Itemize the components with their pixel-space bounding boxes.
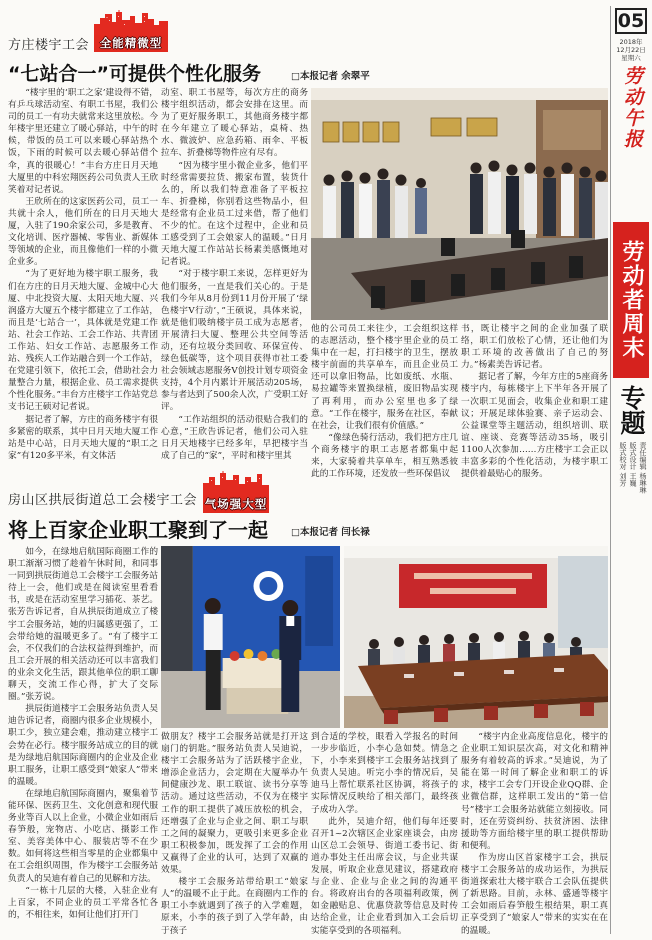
article1-column-2 [161, 87, 308, 483]
paragraph: “对于楼宇职工来说，怎样更好为他们服务，一直是我们关心的。于是我们今年从8月份到11月份开展了‘绿色楼宇V行动’，”王硕说，具体来说，就是他们吸纳楼宇员工成为志愿者，开展清扫大厦、整理公共空间等活动，还有垃圾分类回收、环保宣传、绿色低碳等，这个项目获得市社工委社会领域志愿服务V创投计划专项资金支持，4个月内累计开展活动205场，参与者达到了500余人次，广受职工好评。 [161, 269, 308, 413]
article2-byline: □本报记者 闫长禄 [291, 527, 370, 538]
article1-column-1 [8, 87, 158, 483]
article2-column-1 [8, 546, 158, 938]
paragraph: 在绿地启航国际商圈内，聚集着节能环保、医药卫生、文化创意和现代服务业等百人以上企业，小微企业如雨后春笋般，宠物店、小吃店、摄影工作室、美容美体中心、服装店等不在少数。如何将这些相当零星的企业都集中在工会组织周围，作为楼宇工会服务站负责人的吴迪有着自己的见解和方法。 [8, 788, 158, 884]
red-banner [399, 564, 547, 608]
paragraph: 据记者了解，今年方庄的5座商务楼宇内，每栋楼宇上下半年各开展了一次职工见面会，收集企业和职工建议；开展足球体验赛、亲子运动会、公益课堂等主题活动，组织培训、联谊、座谈、竞赛等活动35场，吸引1100人次参加……方庄楼宇工会正以丰富多彩的个性化活动，为楼宇职工提供着最贴心的服务。 [461, 372, 608, 480]
article1-column-3 [311, 323, 458, 483]
window [558, 556, 608, 648]
paragraph: 据记者了解，方庄的商务楼宇有很多紧密的联系，其中日月天地大厦工作站是中心站，日月天地大厦的“职工之家”有120多平米，有文体活 [8, 414, 158, 461]
topic-label: 专题 [617, 385, 646, 435]
article1-badge [94, 10, 168, 52]
woman-right [279, 600, 301, 712]
article1-column-4 [461, 323, 608, 483]
paragraph: 书，既让楼宇之间的企业加强了联络，职工们放松了心情，还让他们为职工环境的改善做出了自己的努力。”杨素美告诉记者。 [461, 324, 608, 371]
paragraph: “楼宇内企业高度信息化，楼宇的企业职工知识层次高，对文化和精神服务有着较高的诉求。”吴迪说，为了能在第一时间了解企业和职工的诉求，楼宇工会专门开设企业QQ群、企业微信群，这样职工发出的“第一信号”楼宇工会服务站就能立刻接收。同时，还在劳资纠纷、扶贫济困、法律援助等方面给楼宇里的职工提供帮助和便利。 [461, 732, 608, 851]
paragraph: “像绿色骑行活动，我们把方庄几个商务楼宇的职工志愿者都集中起来，大家骑着共享单车，相互熟悉彼此的工作环境，还发放一些环保倡议 [311, 432, 458, 480]
paragraph: “一栋十几层的大楼，入驻企业有上百家，不同企业的员工平常各忙各的，不相往来，如何让他们打开门 [8, 885, 158, 920]
conference-photo [344, 546, 608, 728]
article2-badge [203, 471, 269, 513]
meeting-room-photo [311, 88, 608, 320]
editor-credits [618, 442, 648, 532]
date-day: 12月22日 [616, 46, 646, 54]
article2-kicker: 房山区拱辰街道总工会楼宇工会 [8, 493, 198, 508]
article1-byline: □本报记者 余翠平 [291, 71, 370, 82]
paragraph: 他的公司员工来往少，工会组织这样的志愿活动，整个楼宇里企业的员工集中在一起，打扫楼宇的卫生，摆放楼宇前面的共享单车，而且企业员工还可以拿旧物品，比如废纸、水瓶、易拉罐等来置换绿植，废旧物品实现了再利用，而办公室里也多了绿意。“工作在楼宇，服务在社区，奉献在社会，让我们很有价值感。” [311, 324, 458, 431]
credit-proofread: 版式校对 刘芳 [619, 442, 627, 487]
paragraph: 做朋友？楼宇工会服务站就是打开这扇门的钥匙。”服务站负责人吴迪说，楼宇工会服务站为了活跃楼宇企业，增添企业活力，会定期在大厦举办午间健康沙龙、职工联谊、读书分享等活动。通过这些活动，不仅为在楼宇工作的职工提供了减压放松的机会，还增强了企业与企业之间、职工与职工之间的凝聚力，更吸引来更多企业职工积极参加，既发挥了工会的作用又赢得了企业的认可，达到了双赢的效果。 [161, 732, 308, 876]
article1-kicker: 方庄楼宇工会 [8, 38, 90, 53]
sidebar-divider [610, 6, 611, 934]
article2-column-3 [311, 731, 458, 938]
article2-column-4 [461, 731, 608, 938]
paragraph: “因为楼宇里小微企业多，他们平时经常需要拉货、搬家布置，装货什么的，所以我们特意准备了平板拉车、折叠梯，你别看这些物品小，但是经常有企业员工过来借，帮了他们不少的忙。在这个过程中，企业和员工感受到了工会娘家人的温暖。”日月天地大厦工作站站长杨素美感慨地对记者说。 [161, 160, 308, 268]
paragraph: 到合适的学校，眼看入学报名的时间一步步临近，小李心急如焚。情急之下，小李来到楼宇工会服务站找到了负责人吴迪。听完小李的情况后，吴迪马上帮忙联系社区协调，将孩子的实际情况反映给了相关部门，最终孩子成功入学。 [311, 732, 458, 815]
paragraph: 此外，吴迪介绍，他们每年还要召开1~2次辖区企业家座谈会，由房山区总工会领导、街道工委书记、街道办事处主任出席会议，与企业共谋发展，听取企业意见建议，搭建政府与企业、企业与企业之间的沟通平台。将政府出台的各项福利政策，例如金融贴息、优惠贷款等信息及时传达给企业，让企业看到加入工会后切实能享受到的各项福利。 [311, 816, 458, 936]
paragraph: “工作站组织的活动很贴合我们的心意，”王欣告诉记者，他们公司入驻日月天地楼宇已经多年，早把楼宇当成了自己的“家”，平时和楼宇里其 [161, 414, 308, 461]
article2-column-2 [161, 731, 308, 938]
display-table-photo [161, 546, 340, 728]
woman-left [204, 598, 223, 710]
paragraph: “为了更好地为楼宇职工服务，我们在方庄的日月天地大厦、金城中心大厦、中北投资大厦、太阳天地大厦、兴润盛方大厦五个楼宇都建立了工作站，而且是‘七站合一’，具体就是党建工作站、社会工作站、工会工作站、共青团工作站、妇女工作站、志愿服务工作站、残疾人工作站融合到一个工作站，在党建引领下，依托工会，借助社会力量整合力量，根据企业、员工需求提供个性化服务。”丰台方庄楼宇工作站党总支书记王硕对记者说。 [8, 269, 158, 413]
page-number: 05 [615, 8, 647, 34]
paragraph: 动室、职工书屋等，每次方庄的商务楼宇组织活动，都会安排在这里。而为了更好服务职工，其他商务楼宇都在今年建立了暖心驿站，桌椅、热水、微波炉、应急药箱、雨伞、平板拉车、折叠梯等物件应有尽有。 [161, 88, 308, 159]
paragraph: 楼宇工会服务站带给职工“娘家人”的温暖不止于此。在商圈内工作的职工小李就遇到了孩子的入学难题，原来，小李的孩子到了入学年龄，由于孩子 [161, 877, 308, 936]
article1-headline: “七站合一”可提供个性化服务 [8, 63, 261, 85]
paragraph: 拱辰街道楼宇工会服务站负责人吴迪告诉记者，商圈内很多企业规模小，职工少，独立建会难，推动建立楼宇工会势在必行。楼宇服务站成立的目的就是为绿地启航国际商圈内的企业及企业职工服务，让职工感受到“娘家人”带来的温暖。 [8, 704, 158, 787]
badge-label: 气场强大型 [204, 497, 268, 511]
newspaper-masthead: 劳动午报 [621, 66, 643, 150]
date-weekday: 星期六 [621, 54, 641, 62]
paragraph: 王欣所在的这家医药公司，员工一共就十余人，他们所在的日月天地大厦，入驻了190余家公司，多是教育、文化培训、医疗器械、零售业、新媒体等领域的企业，而且像他们一样的小微企业多。 [8, 196, 158, 268]
badge-label: 全能精微型 [94, 35, 168, 52]
article2-headline: 将上百家企业职工聚到了一起 [8, 518, 268, 542]
paragraph: 作为房山区首家楼宇工会，拱辰楼宇工会服务站的成功运作，为拱辰街道探索壮大楼宇联合工会队伍提供了新思路。目前，永林、盛通等楼宇工会如雨后春笋般生根结果，职工真正享受到了“娘家人”带来的实实在在的温暖。 [461, 852, 608, 936]
skyline-icon [203, 471, 269, 497]
paragraph: 如今，在绿地启航国际商圈工作的职工渐渐习惯了趁着午休时间，和同事一同到拱辰街道总工会楼宇工会服务站待上一会，他们或是在阅读室里看看书，或是在活动室里学习插花、茶艺。张芳告诉记者，自从拱辰街道成立了楼宇工会服务站，她的归属感更强了，工会带给她的温暖更多了。“有了楼宇工会，不仅我们的合法权益得到维护，而且工会开展的相关活动还可以丰富我们的业余文化生活，跟其他单位的职工聊聊天，交流工作心得，扩大了交际圈。”张芳说。 [8, 547, 158, 703]
paragraph: “楼宇里的‘职工之家’建设得不错，有乒乓球活动室、有职工书屋，我们公司的员工一有功夫就常来这里放松。今年楼宇里还建立了暖心驿站，中午的时候，带饭的员工可以来暖心驿站热个饭，下雨的时候可以去暖心驿站借个伞，真的很暖心！”丰台方庄日月天地大厦里的中科宏翔医药公司负责人王欣笑着对记者说。 [8, 88, 158, 195]
credit-editor: 责任编辑 杨琳琳 [639, 442, 647, 494]
section-name: 劳动者周末 [613, 222, 649, 378]
credit-layout: 版式设计 王巍 [629, 442, 637, 487]
date-year: 2018年 [619, 38, 643, 46]
skyline-icon [94, 10, 168, 36]
